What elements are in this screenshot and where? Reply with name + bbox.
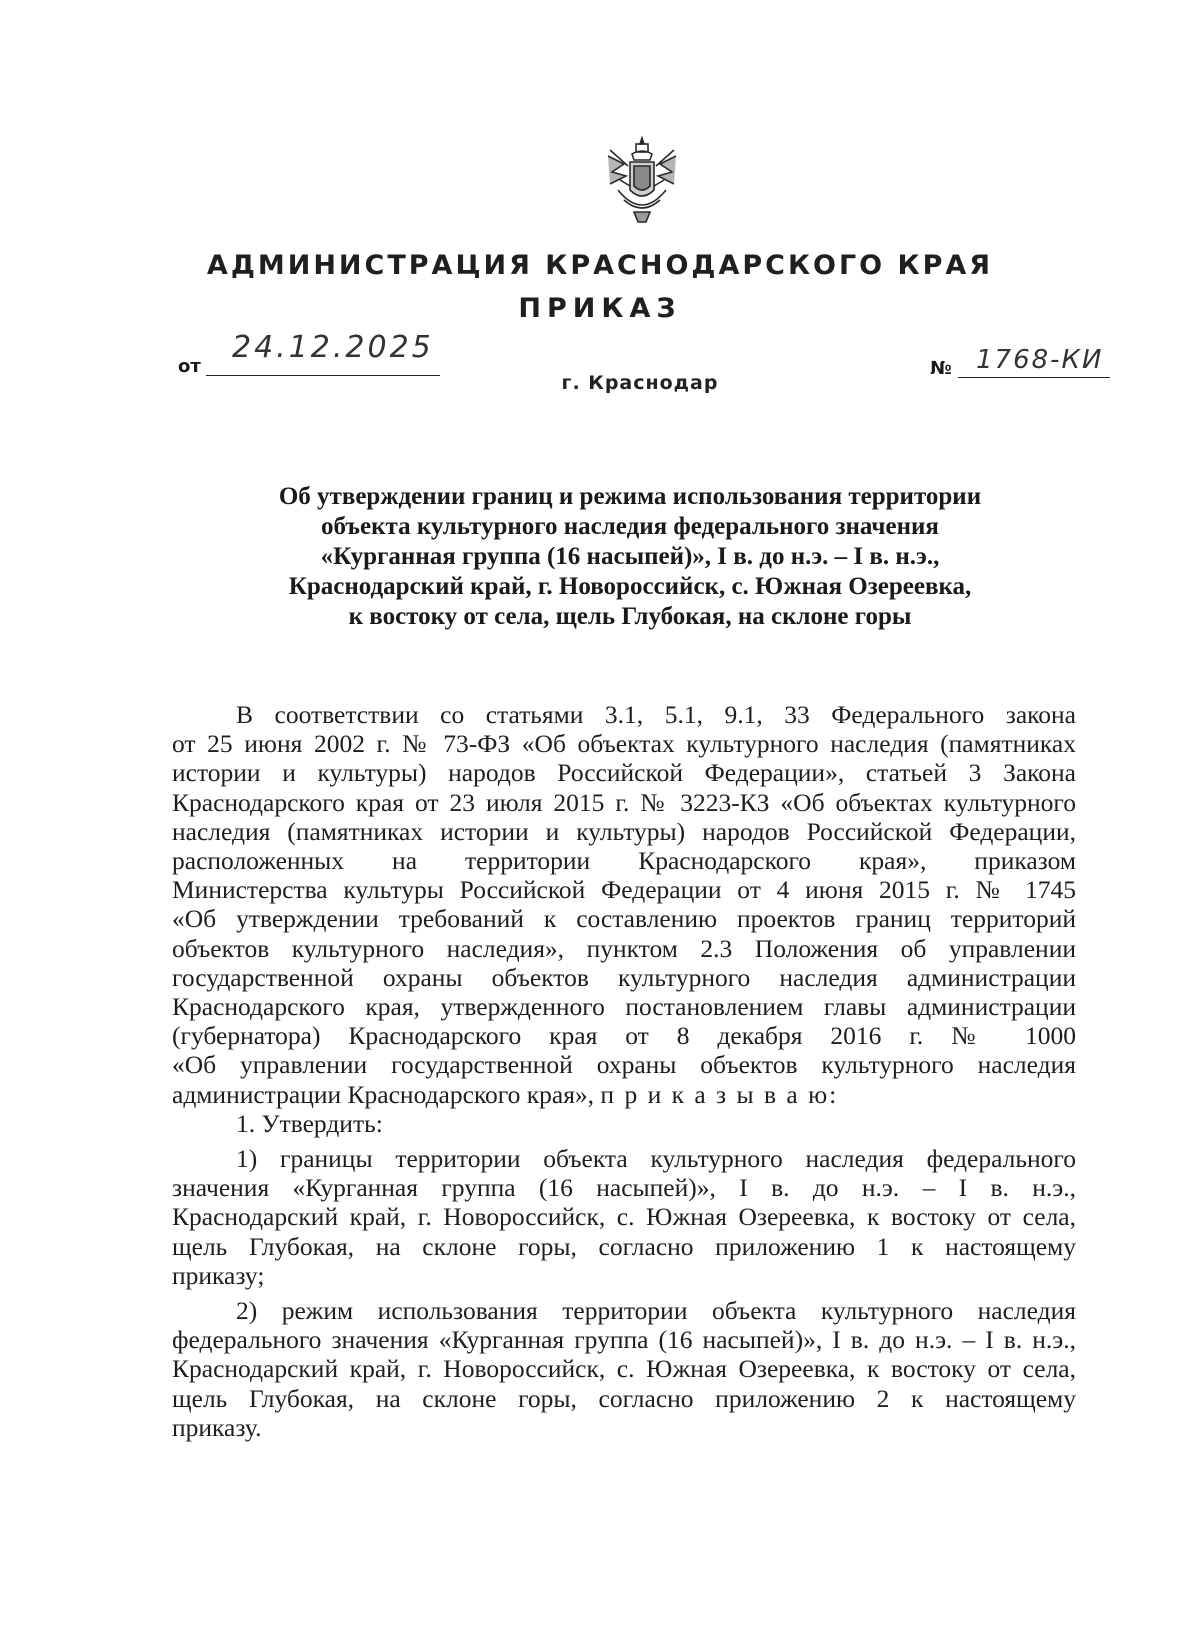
subject-line: «Курганная группа (16 насыпей)», I в. до н.э. – I в. н.э., bbox=[320, 543, 940, 570]
preamble-line: Краснодарского края, утвержденного постановлением главы администрации bbox=[172, 992, 1076, 1022]
document-body bbox=[172, 700, 1076, 1442]
preamble-line: Краснодарского края от 23 июля 2015 г. № 3223-КЗ «Об объектах культурного bbox=[172, 787, 1076, 817]
item-1-heading: 1. Утвердить: bbox=[236, 1108, 383, 1138]
preamble-line: государственной охраны объектов культурного наследия администрации bbox=[172, 962, 1076, 992]
document-type: ПРИКАЗ bbox=[518, 293, 682, 324]
item-1-2-line: щель Глубокая, на склоне горы, согласно приложению 2 к настоящему bbox=[172, 1383, 1076, 1413]
preamble-line: В соответствии со статьями 3.1, 5.1, 9.1, 33 Федерального закона bbox=[236, 700, 1076, 729]
preamble-last-text: администрации Краснодарского края», bbox=[172, 1079, 595, 1109]
item-1-2-line: 2) режим использования территории объекта культурного наследия bbox=[236, 1296, 1076, 1326]
document-subject bbox=[200, 482, 1060, 632]
subject-line: Краснодарский край, г. Новороссийск, с. Южная Озереевка, bbox=[288, 573, 972, 600]
number-underline bbox=[958, 377, 1110, 378]
subject-line: Об утверждении границ и режима использования территории bbox=[278, 483, 982, 510]
organization-name: АДМИНИСТРАЦИЯ КРАСНОДАРСКОГО КРАЯ bbox=[206, 250, 994, 281]
number-label: № bbox=[930, 358, 952, 379]
order-word: п р и к а з ы в а ю: bbox=[600, 1079, 839, 1109]
subject-line: к востоку от села, щель Глубокая, на склоне горы bbox=[348, 603, 912, 630]
krasnodar-coat-of-arms-icon bbox=[604, 136, 680, 228]
preamble-line: Министерства культуры Российской Федерации от 4 июня 2015 г. № 1745 bbox=[172, 875, 1076, 905]
item-1-1-line: значения «Курганная группа (16 насыпей)», I в. до н.э. – I в. н.э., bbox=[172, 1173, 1076, 1203]
item-1-1-line: Краснодарский край, г. Новороссийск, с. Южная Озереевка, к востоку от села, bbox=[172, 1202, 1076, 1232]
preamble-line: от 25 июня 2002 г. № 73-ФЗ «Об объектах культурного наследия (памятниках bbox=[172, 729, 1076, 759]
preamble-line: объектов культурного наследия», пунктом 2.3 Положения об управлении bbox=[172, 933, 1076, 963]
item-1-1-line: щель Глубокая, на склоне горы, согласно приложению 1 к настоящему bbox=[172, 1231, 1076, 1261]
handwritten-date: 24.12.2025 bbox=[232, 330, 434, 365]
subject-line: объекта культурного наследия федерального значения bbox=[321, 513, 939, 540]
item-1-2-line: приказу. bbox=[172, 1412, 262, 1442]
preamble-line: (губернатора) Краснодарского края от 8 декабря 2016 г. № 1000 bbox=[172, 1021, 1076, 1051]
preamble-line: «Об утверждении требований к составлению проектов границ территорий bbox=[172, 904, 1076, 934]
preamble-line: наследия (памятниках истории и культуры) народов Российской Федерации, bbox=[172, 816, 1076, 846]
item-1-2-line: Краснодарский край, г. Новороссийск, с. Южная Озереевка, к востоку от села, bbox=[172, 1354, 1076, 1384]
preamble-line: «Об управлении государственной охраны объектов культурного наследия bbox=[172, 1050, 1076, 1080]
item-1-1-line: приказу; bbox=[172, 1260, 265, 1290]
handwritten-number: 1768-КИ bbox=[976, 345, 1104, 375]
item-1-1-line: 1) границы территории объекта культурного наследия федерального bbox=[236, 1144, 1076, 1174]
preamble-line bbox=[172, 1080, 1076, 1109]
preamble-line: истории и культуры) народов Российской Федерации», статьей 3 Закона bbox=[172, 758, 1076, 788]
preamble-line: расположенных на территории Краснодарского края», приказом bbox=[172, 846, 1076, 876]
city-name: г. Краснодар bbox=[561, 372, 719, 394]
item-1-2-line: федерального значения «Курганная группа (16 насыпей)», I в. до н.э. – I в. н.э., bbox=[172, 1325, 1076, 1355]
date-label: от bbox=[178, 356, 201, 377]
